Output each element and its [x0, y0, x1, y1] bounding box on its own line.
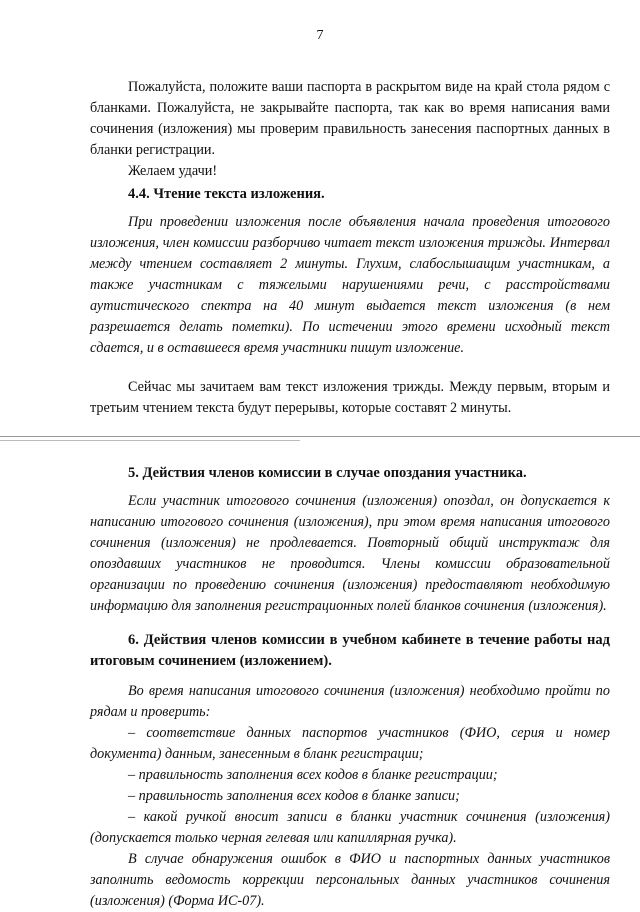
check-item: – правильность заполнения всех кодов в бланке регистрации; [128, 767, 498, 783]
section-6-closing: В случае обнаружения ошибок в ФИО и паспортных данных участников заполнить ведомость коррекции персональных данных участников сочинения (изложения) (Форма ИС-07). [90, 851, 610, 909]
section-4-4-heading: 4.4. Чтение текста изложения. [128, 186, 325, 202]
scan-artifact-line [0, 440, 300, 441]
section-4-4 [90, 184, 610, 419]
section-5 [90, 463, 610, 617]
section-6-heading: 6. Действия членов комиссии в учебном кабинете в течение работы над итоговым сочинением (изложением). [90, 632, 610, 669]
check-item: – какой ручкой вносит записи в бланки участник сочинения (изложения) (допускается только черная гелевая или капиллярная ручка). [90, 809, 610, 846]
check-item: – соответствие данных паспортов участников (ФИО, серия и номер документа) данным, занесенным в бланк регистрации; [90, 725, 610, 762]
good-luck-line: Желаем удачи! [128, 163, 218, 179]
section-6-intro: Во время написания итогового сочинения (изложения) необходимо пройти по рядам и проверить: [90, 683, 610, 720]
section-5-instruction: Если участник итогового сочинения (изложения) опоздал, он допускается к написанию итогового сочинения (изложения), при этом время написания итогового сочинения (изложения) не продлевается. Повторный общий инструктаж для опоздавших участников не проводится. Члены комиссии образовательной организации по проведению сочинения (изложения) предоставляют необходимую информацию для заполнения регистрационных полей бланков сочинения (изложения). [90, 493, 610, 614]
scan-artifact-line [0, 436, 640, 437]
check-item: – правильность заполнения всех кодов в бланке записи; [128, 788, 460, 804]
section-6 [90, 630, 610, 912]
section-5-heading: 5. Действия членов комиссии в случае опоздания участника. [128, 465, 527, 481]
section-4-4-spoken-text: Сейчас мы зачитаем вам текст изложения трижды. Между первым, вторым и третьим чтением текста будут перерывы, которые составят 2 минуты. [90, 379, 610, 416]
intro-paragraph: Пожалуйста, положите ваши паспорта в раскрытом виде на край стола рядом с бланками. Пожалуйста, не закрывайте паспорта, так как во время написания вами сочинения (изложения) мы проверим правильность занесения паспортных данных в бланки регистрации. [90, 79, 610, 158]
section-4-4-instruction: При проведении изложения после объявления начала проведения итогового изложения, член комиссии разборчиво читает текст изложения трижды. Интервал между чтением составляет 2 минуты. Глухим, слабослышащим участникам, а также участникам с тяжелыми нарушениями речи, с расстройствами аутистического спектра на 40 минут выдается текст изложения (в нем разрешается делать пометки). По истечении этого времени исходный текст сдается, и в оставшееся время участники пишут изложение. [90, 214, 610, 356]
page-number: 7 [316, 28, 324, 43]
intro-block [90, 77, 610, 182]
